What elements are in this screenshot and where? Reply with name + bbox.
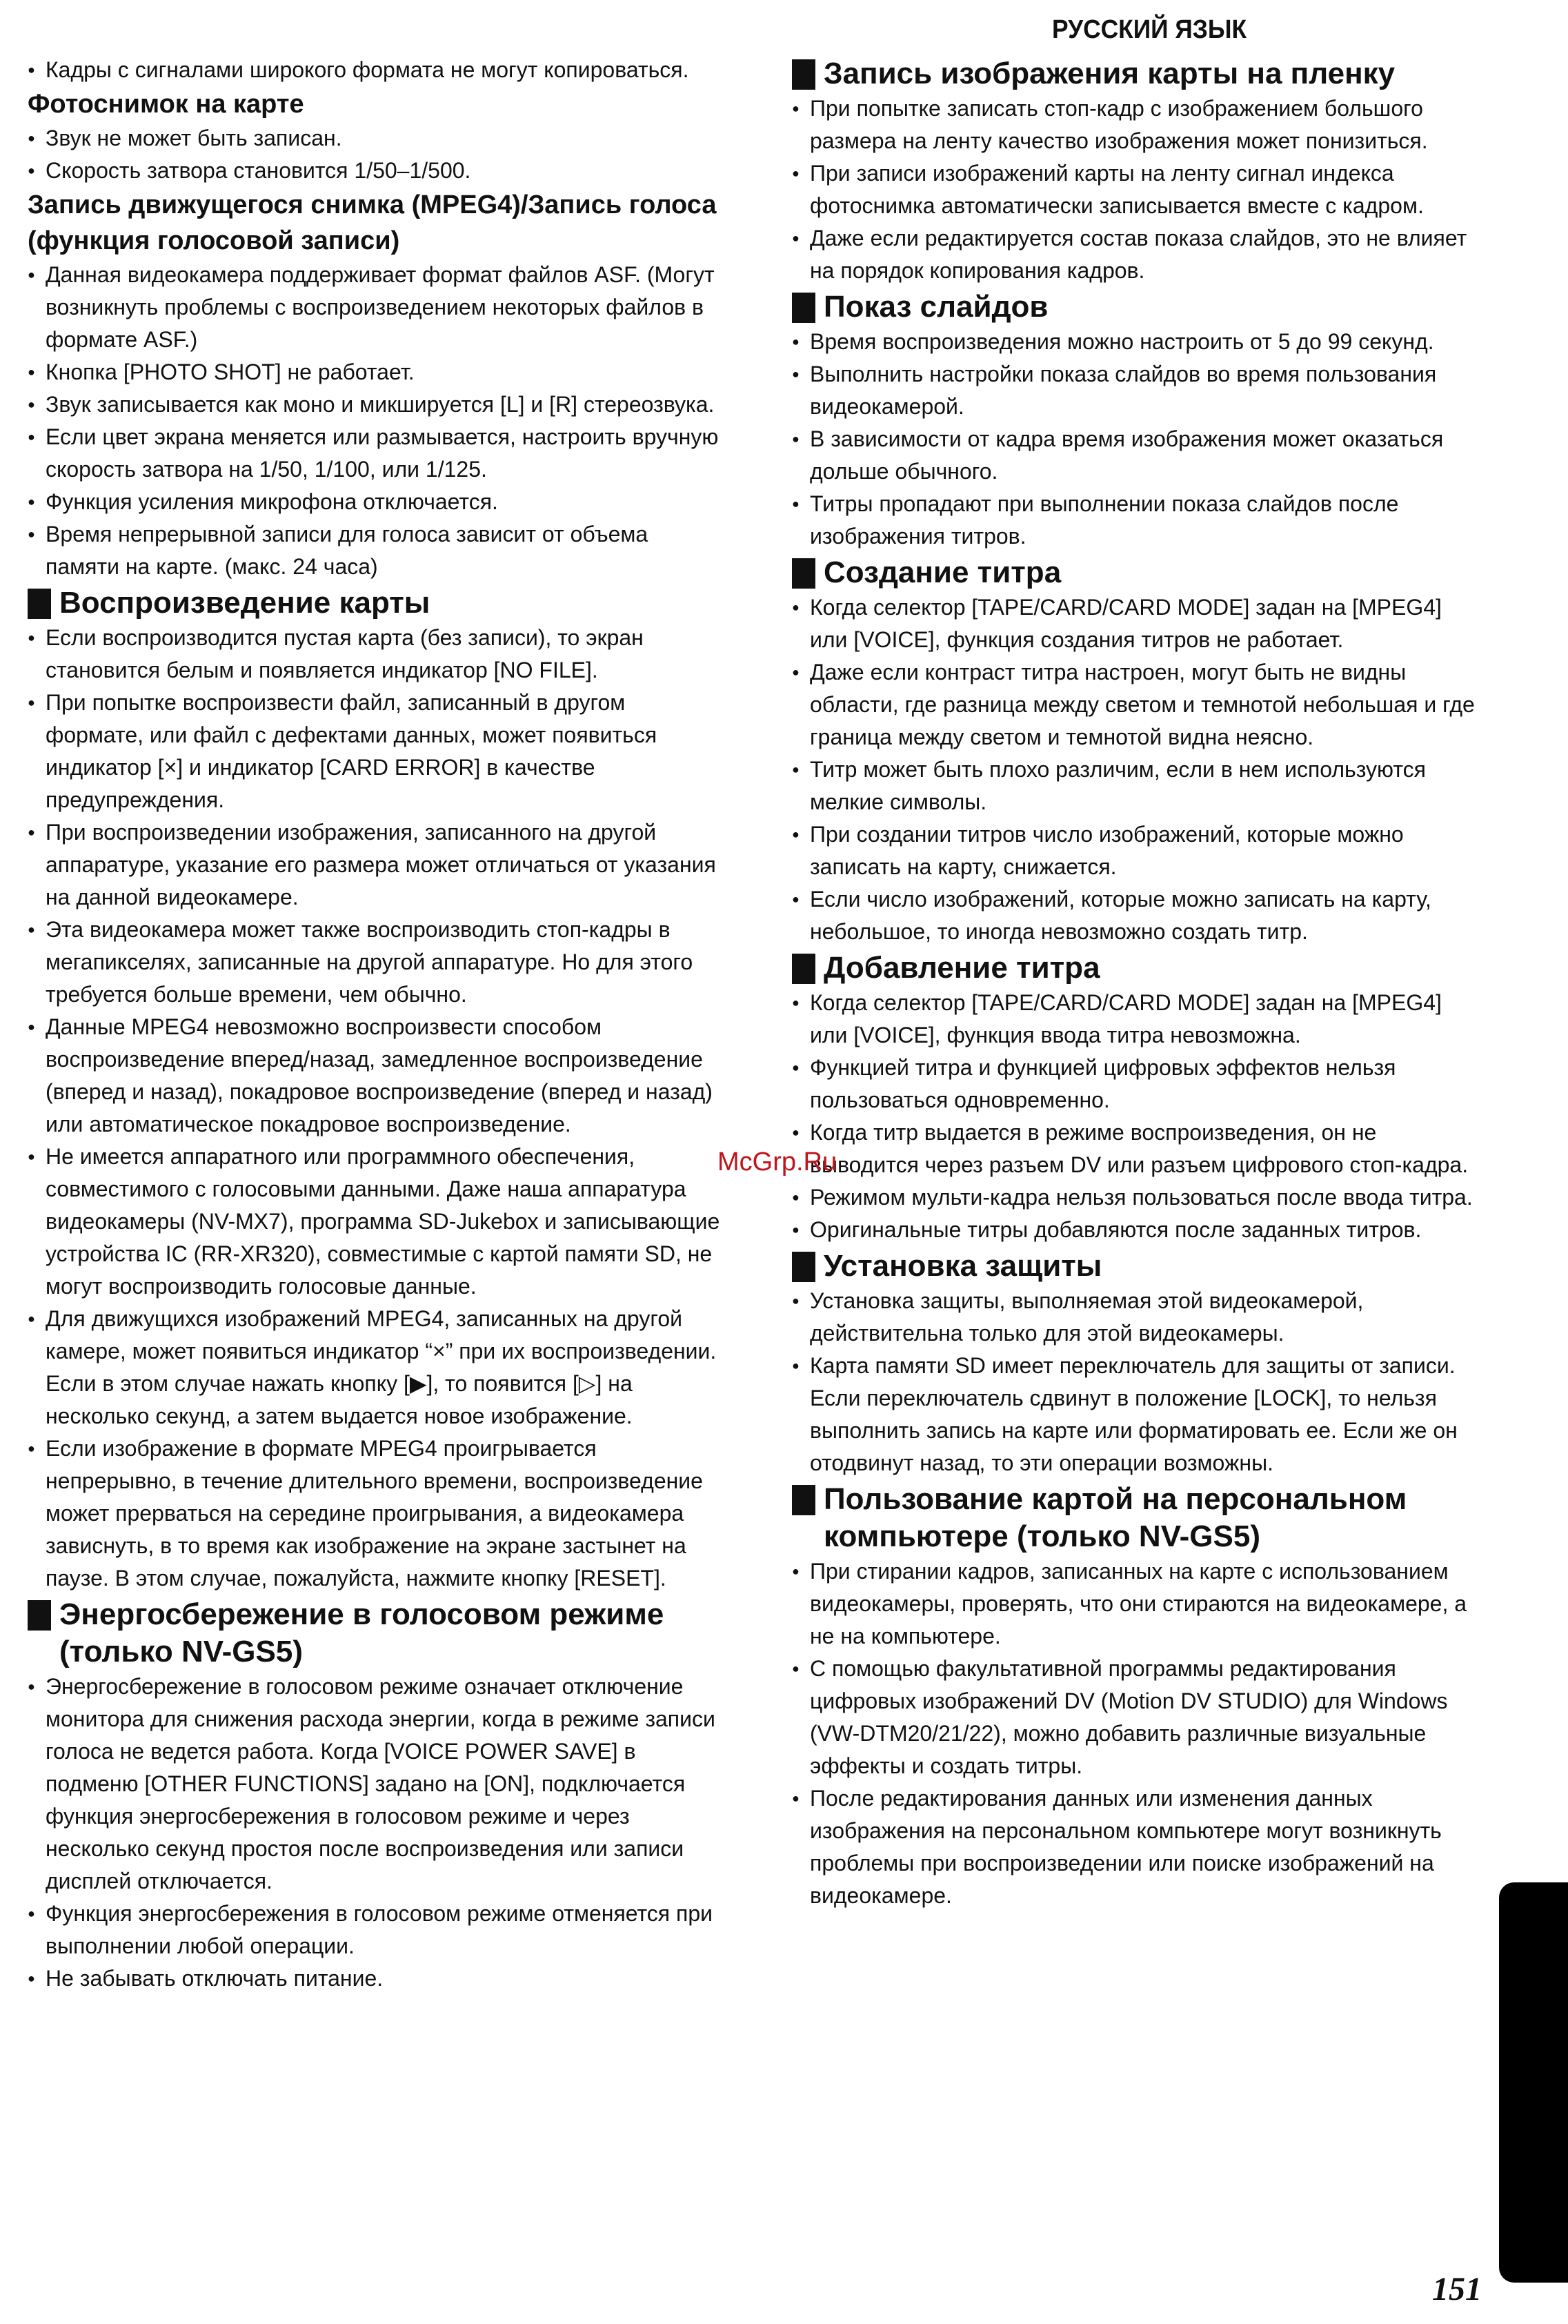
- section-marker: [792, 558, 815, 589]
- subheading-photo-card: Фотоснимок на карте: [28, 90, 304, 119]
- section-marker: [28, 589, 51, 619]
- section-title-text: Создание титра: [824, 555, 1062, 589]
- list-item: ● Выполнить настройки показа слайдов во время пользования видеокамерой.: [792, 358, 1482, 423]
- list-item: ● Звук записывается как моно и микшируется [L] и [R] стереозвука.: [28, 388, 724, 421]
- list-item: ● Функция усиления микрофона отключается.: [28, 486, 724, 518]
- list-item: ● В зависимости от кадра время изображения может оказаться дольше обычного.: [792, 423, 1482, 488]
- list-item: ● После редактирования данных или изменения данных изображения на персональном компьютере могут возникнуть проблемы при воспроизведении или поиске изображений на видеокамере.: [792, 1782, 1482, 1912]
- list-item: ● Время воспроизведения можно настроить от 5 до 99 секунд.: [792, 326, 1482, 358]
- list-item: ● Для движущихся изображений MPEG4, записанных на другой камере, может появиться индикатор “×” при их воспроизведении. Если в этом случае нажать кнопку [▶], то появится [▷] на несколько секунд, а затем выдается новое изображение.: [28, 1303, 724, 1432]
- list-item: ● С помощью факультативной программы редактирования цифровых изображений DV (Motion DV STUDIO) для Windows (VW-DTM20/21/22), можно добавить различные визуальные эффекты и создать титры.: [792, 1653, 1482, 1782]
- left-column: [28, 54, 724, 1995]
- list-item: ● Даже если контраст титра настроен, могут быть не видны области, где разница между светом и темнотой небольшая и где граница между светом и темнотой видна неясно.: [792, 656, 1482, 754]
- list-item: ● Когда титр выдается в режиме воспроизведения, он не выводится через разъем DV или разъем цифрового стоп-кадра.: [792, 1116, 1482, 1181]
- protect-list: [792, 1285, 1482, 1479]
- title-add-list: [792, 987, 1482, 1246]
- list-item: ● Режимом мульти-кадра нельзя пользоваться после ввода титра.: [792, 1181, 1482, 1214]
- section-marker: [792, 1485, 815, 1515]
- list-item: ● Кадры с сигналами широкого формата не могут копироваться.: [28, 54, 724, 86]
- list-item: ● Энергосбережение в голосовом режиме означает отключение монитора для снижения расхода энергии, когда в режиме записи голоса не ведется работа. Когда [VOICE POWER SAVE] в подменю [OTHER FUNCTIONS] задано на [ON], подключается функция энергосбережения в голосовом режиме и через несколько секунд простоя после воспроизведения или записи дисплей отключается.: [28, 1671, 724, 1898]
- section-title-title-create: [792, 554, 1482, 591]
- section-title-text: Показ слайдов: [824, 290, 1049, 324]
- section-title-text: Добавление титра: [824, 951, 1100, 985]
- section-marker: [792, 954, 815, 984]
- page-number: 151: [1432, 2271, 1482, 2307]
- title-create-list: [792, 591, 1482, 948]
- section-title-playback: [28, 584, 724, 622]
- list-item: ● Когда селектор [TAPE/CARD/CARD MODE] задан на [MPEG4] или [VOICE], функция создания титров не работает.: [792, 591, 1482, 656]
- list-item: ● Звук не может быть записан.: [28, 122, 724, 155]
- list-item: ● Функцией титра и функцией цифровых эффектов нельзя пользоваться одновременно.: [792, 1052, 1482, 1116]
- section-marker: [792, 59, 815, 90]
- list-item: ● Данные MPEG4 невозможно воспроизвести способом воспроизведение вперед/назад, замедленное воспроизведение (вперед и назад), покадровое воспроизведение (вперед и назад) или автоматическое покадровое воспроизведение.: [28, 1011, 724, 1141]
- list-item: ● Не имеется аппаратного или программного обеспечения, совместимого с голосовыми данными. Даже наша аппаратура видеокамеры (NV-MX7), программа SD-Jukebox и записывающие устройства IC (RR-XR320), совместимые с картой памяти SD, не могут воспроизводить голосовые данные.: [28, 1141, 724, 1303]
- list-item: ● Оригинальные титры добавляются после заданных титров.: [792, 1214, 1482, 1246]
- list-item: ● При создании титров число изображений, которые можно записать на карту, снижается.: [792, 818, 1482, 883]
- list-item: ● Карта памяти SD имеет переключатель для защиты от записи. Если переключатель сдвинут в положение [LOCK], то нельзя выполнить запись на карте или форматировать ее. Если же он отодвинут назад, то эти операции возможны.: [792, 1350, 1482, 1479]
- list-item: ● Данная видеокамера поддерживает формат файлов ASF. (Могут возникнуть проблемы с воспроизведением некоторых файлов в формате ASF.): [28, 259, 724, 356]
- card-to-tape-list: [792, 92, 1482, 287]
- list-item: ● При записи изображений карты на ленту сигнал индекса фотоснимка автоматически записывается вместе с кадром.: [792, 157, 1482, 222]
- list-item: ● Даже если редактируется состав показа слайдов, это не влияет на порядок копирования кадров.: [792, 222, 1482, 287]
- section-title-card-to-tape: [792, 55, 1482, 92]
- list-item: ● При воспроизведении изображения, записанного на другой аппаратуре, указание его размера может отличаться от указания на данной видеокамере.: [28, 816, 724, 914]
- playback-list: [28, 622, 724, 1595]
- section-title-text: Установка защиты: [824, 1249, 1102, 1283]
- section-title-pc-use: [792, 1481, 1482, 1555]
- photo-card-list: [28, 122, 724, 187]
- list-item: ● Если цвет экрана меняется или размывается, настроить вручную скорость затвора на 1/50, 1/100, или 1/125.: [28, 421, 724, 486]
- intro-list: [28, 54, 724, 86]
- list-item: ● Скорость затвора становится 1/50–1/500.: [28, 155, 724, 187]
- list-item: ● Когда селектор [TAPE/CARD/CARD MODE] задан на [MPEG4] или [VOICE], функция ввода титра невозможна.: [792, 987, 1482, 1052]
- slideshow-list: [792, 326, 1482, 553]
- language-label: РУССКИЙ ЯЗЫК: [1052, 15, 1247, 44]
- section-title-power-save: [28, 1596, 724, 1671]
- section-marker: [792, 293, 815, 323]
- section-title-protect: [792, 1248, 1482, 1285]
- right-column: [792, 54, 1482, 1912]
- section-marker: [792, 1252, 815, 1282]
- pc-use-list: [792, 1555, 1482, 1912]
- list-item: ● Функция энергосбережения в голосовом режиме отменяется при выполнении любой операции.: [28, 1898, 724, 1962]
- list-item: ● Если изображение в формате MPEG4 проигрывается непрерывно, в течение длительного времени, воспроизведение может прерваться на середине проигрывания, а видеокамера зависнуть, в то время как изображение на экране застынет на паузе. В этом случае, пожалуйста, нажмите кнопку [RESET].: [28, 1432, 724, 1595]
- section-title-text: Пользование картой на персональном компьютере (только NV-GS5): [824, 1482, 1407, 1553]
- list-item: ● При попытке записать стоп-кадр с изображением большого размера на ленту качество изображения может понизиться.: [792, 92, 1482, 157]
- list-item: ● Время непрерывной записи для голоса зависит от объема памяти на карте. (макс. 24 часа): [28, 518, 724, 583]
- list-item: ● Эта видеокамера может также воспроизводить стоп-кадры в мегапикселях, записанные на другой аппаратуре. Но для этого требуется больше времени, чем обычно.: [28, 914, 724, 1011]
- power-save-list: [28, 1671, 724, 1995]
- list-item: ● Если воспроизводится пустая карта (без записи), то экран становится белым и появляется индикатор [NO FILE].: [28, 622, 724, 687]
- section-title-title-add: [792, 949, 1482, 987]
- side-thumb-tab: [1499, 1882, 1568, 2283]
- subheading-mpeg4: Запись движущегося снимка (MPEG4)/Запись голоса (функция голосовой записи): [28, 190, 717, 255]
- section-marker: [28, 1600, 51, 1631]
- list-item: ● Титры пропадают при выполнении показа слайдов после изображения титров.: [792, 488, 1482, 553]
- list-item: ● Не забывать отключать питание.: [28, 1962, 724, 1995]
- list-item: ● Кнопка [PHOTO SHOT] не работает.: [28, 356, 724, 388]
- section-title-text: Воспроизведение карты: [59, 586, 430, 620]
- list-item: ● Если число изображений, которые можно записать на карту, небольшое, то иногда невозможно создать титр.: [792, 883, 1482, 948]
- list-item: ● При стирании кадров, записанных на карте с использованием видеокамеры, проверять, что они стираются на видеокамере, а не на компьютере.: [792, 1555, 1482, 1653]
- section-title-slideshow: [792, 288, 1482, 326]
- list-item: ● Установка защиты, выполняемая этой видеокамерой, действительна только для этой видеокамеры.: [792, 1285, 1482, 1350]
- mpeg4-list: [28, 259, 724, 583]
- list-item: ● Титр может быть плохо различим, если в нем используются мелкие символы.: [792, 754, 1482, 818]
- section-title-text: Запись изображения карты на пленку: [824, 57, 1396, 90]
- watermark-text: McGrp.Ru: [717, 1148, 837, 1176]
- list-item: ● При попытке воспроизвести файл, записанный в другом формате, или файл с дефектами данных, может появиться индикатор [×] и индикатор [CARD ERROR] в качестве предупреждения.: [28, 687, 724, 816]
- section-title-text: Энергосбережение в голосовом режиме (только NV-GS5): [59, 1597, 664, 1668]
